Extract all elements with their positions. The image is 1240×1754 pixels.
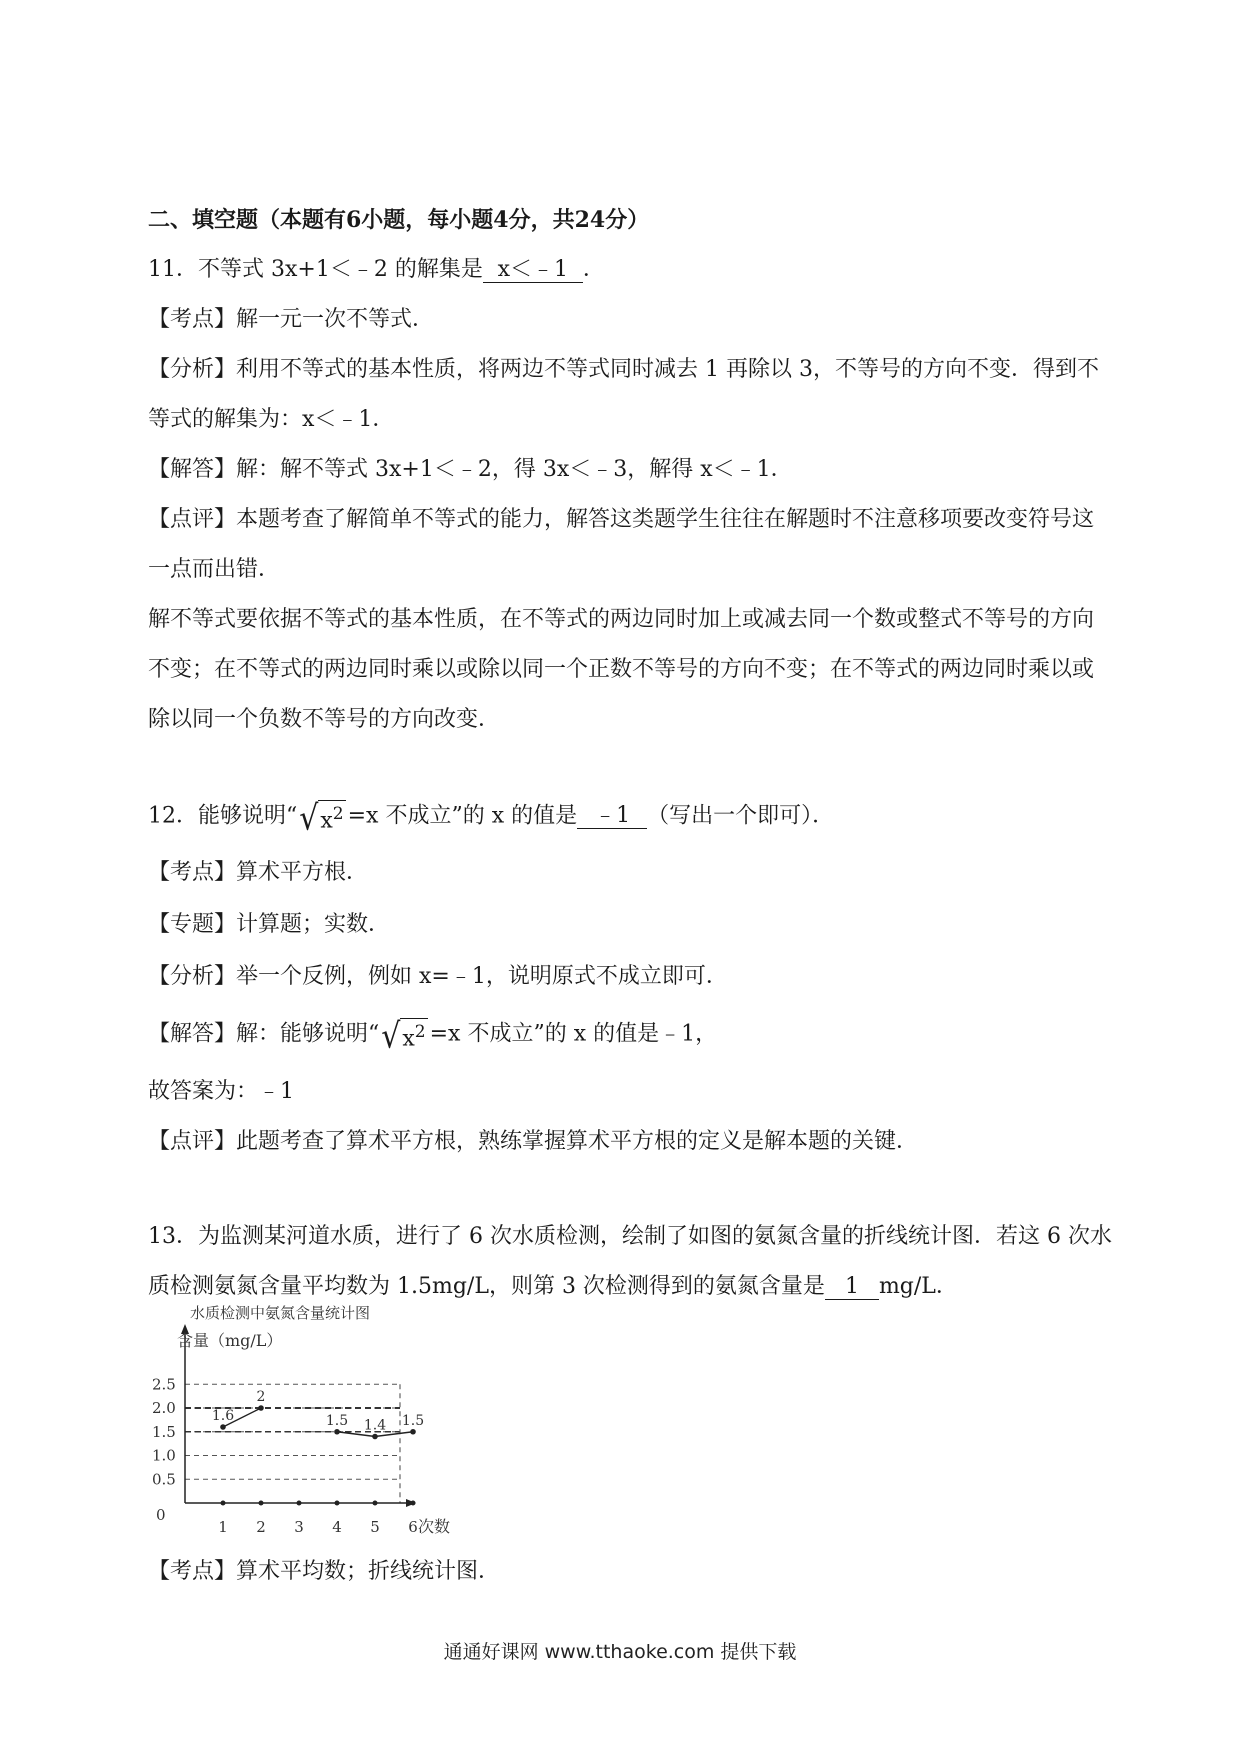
q12-answer-blank: ﹣1 [577, 804, 647, 829]
x-tick-mark [411, 1501, 416, 1506]
q12-stem-end: （写出一个即可）． [647, 803, 835, 829]
data-label: 1.4 [363, 1417, 387, 1434]
radical-sign-icon: √ [299, 798, 319, 839]
x-tick-label: 4 [332, 1518, 342, 1536]
q11-fenxi-line2: 等式的解集为：x＜﹣1． [148, 407, 395, 432]
data-label: 1.6 [211, 1408, 235, 1424]
radicand: $x^2$ [318, 800, 345, 834]
q13-stem-end: mg/L． [878, 1274, 958, 1299]
x-tick-mark [297, 1501, 302, 1506]
q12-stem-mid: =x 不成立”的 x 的值是 [347, 803, 578, 829]
data-label: 1.5 [325, 1412, 349, 1429]
q12-dianping: 【点评】此题考查了算术平方根，熟练掌握算术平方根的定义是解本题的关键． [148, 1129, 919, 1154]
y-axis-label: 含量（mg/L） [177, 1331, 283, 1350]
q11-stem-end: ． [582, 257, 605, 282]
y-tick-label: 1.5 [152, 1422, 176, 1441]
x-tick-mark [373, 1501, 378, 1506]
radical-sign-icon: √ [381, 1016, 401, 1057]
q13-stem-line1: 13．为监测某河道水质，进行了 6 次水质检测，绘制了如图的氨氮含量的折线统计图．若这 6 次水 [148, 1224, 1112, 1249]
q11-note-line1: 解不等式要依据不等式的基本性质，在不等式的两边同时加上或减去同一个数或整式不等号的方向 [148, 607, 1095, 632]
q12-zhuanti: 【专题】计算题；实数． [148, 912, 391, 937]
sqrt-expression [299, 798, 345, 839]
origin-label: 0 [156, 1506, 166, 1524]
exponent: 2 [414, 1022, 426, 1042]
q13-stem-text: 质检测氨氮含量平均数为 1.5mg/L，则第 3 次检测得到的氨氮含量是 [148, 1274, 825, 1299]
data-label: 2 [256, 1389, 266, 1405]
data-point [372, 1434, 378, 1440]
exponent: 2 [332, 804, 344, 824]
q13-kaodian: 【考点】算术平均数；折线统计图． [148, 1559, 501, 1584]
data-point [334, 1429, 340, 1435]
section-title: 二、填空题（本题有6小题，每小题4分，共24分） [148, 207, 650, 233]
q11-stem [148, 255, 605, 285]
q11-dianping-line1: 【点评】本题考查了解简单不等式的能力，解答这类题学生往往在解题时不注意移项要改变符号这 [148, 507, 1095, 532]
x-tick-label: 6 [408, 1518, 418, 1536]
x-tick-label: 3 [294, 1518, 304, 1536]
y-tick-label: 2.0 [152, 1399, 176, 1417]
data-point [220, 1424, 226, 1430]
x-tick-label: 2 [256, 1518, 266, 1536]
q11-jieda: 【解答】解：解不等式 3x+1＜﹣2，得 3x＜﹣3，解得 x＜﹣1． [148, 457, 793, 482]
q11-dianping-line2: 一点而出错． [148, 557, 281, 582]
chart-title: 水质检测中氨氮含量统计图 [190, 1304, 371, 1322]
radicand: $x^2$ [400, 1018, 427, 1052]
data-label: 1.5 [401, 1412, 425, 1429]
q11-note-line2: 不变；在不等式的两边同时乘以或除以同一个正数不等号的方向不变；在不等式的两边同时乘以或 [148, 657, 1095, 682]
q11-fenxi-line1: 【分析】利用不等式的基本性质，将两边不等式同时减去 1 再除以 3，不等号的方向不变．得到不 [148, 357, 1099, 382]
q11-answer-blank: x＜﹣1 [483, 258, 583, 283]
x-tick-label: 1 [218, 1518, 228, 1536]
x-tick-mark [259, 1501, 264, 1506]
sqrt-expression [381, 1016, 427, 1057]
x-tick-label: 5 [370, 1518, 380, 1536]
x-tick-mark [335, 1501, 340, 1506]
chart-svg [150, 1298, 495, 1546]
q12-jieda-end: =x 不成立”的 x 的值是﹣1， [429, 1021, 718, 1047]
page-footer: 通通好课网 www.tthaoke.com 提供下载 [443, 1641, 797, 1663]
q12-fenxi: 【分析】举一个反例，例如 x=﹣1，说明原式不成立即可． [148, 964, 728, 989]
q12-jieda [148, 1016, 718, 1057]
y-tick-label: 2.5 [152, 1375, 176, 1394]
y-tick-label: 0.5 [152, 1470, 176, 1489]
q12-jieda-text: 【解答】解：能够说明“ [148, 1021, 380, 1047]
q12-stem [148, 798, 835, 839]
q12-kaodian: 【考点】算术平方根． [148, 860, 369, 885]
data-point [410, 1429, 416, 1435]
q12-answer-line: 故答案为：﹣1 [148, 1079, 294, 1104]
q11-note-line3: 除以同一个负数不等号的方向改变． [148, 707, 501, 732]
q11-stem-text: 11．不等式 3x+1＜﹣2 的解集是 [148, 257, 483, 282]
q12-stem-text: 12．能够说明“ [148, 803, 298, 829]
x-axis-label: 次数 [418, 1517, 451, 1536]
q13-answer-blank: 1 [825, 1275, 879, 1300]
y-tick-label: 1.0 [152, 1446, 176, 1465]
line-chart [150, 1298, 495, 1546]
data-point [258, 1405, 264, 1411]
q11-kaodian: 【考点】解一元一次不等式． [148, 307, 435, 332]
x-tick-mark [221, 1501, 226, 1506]
